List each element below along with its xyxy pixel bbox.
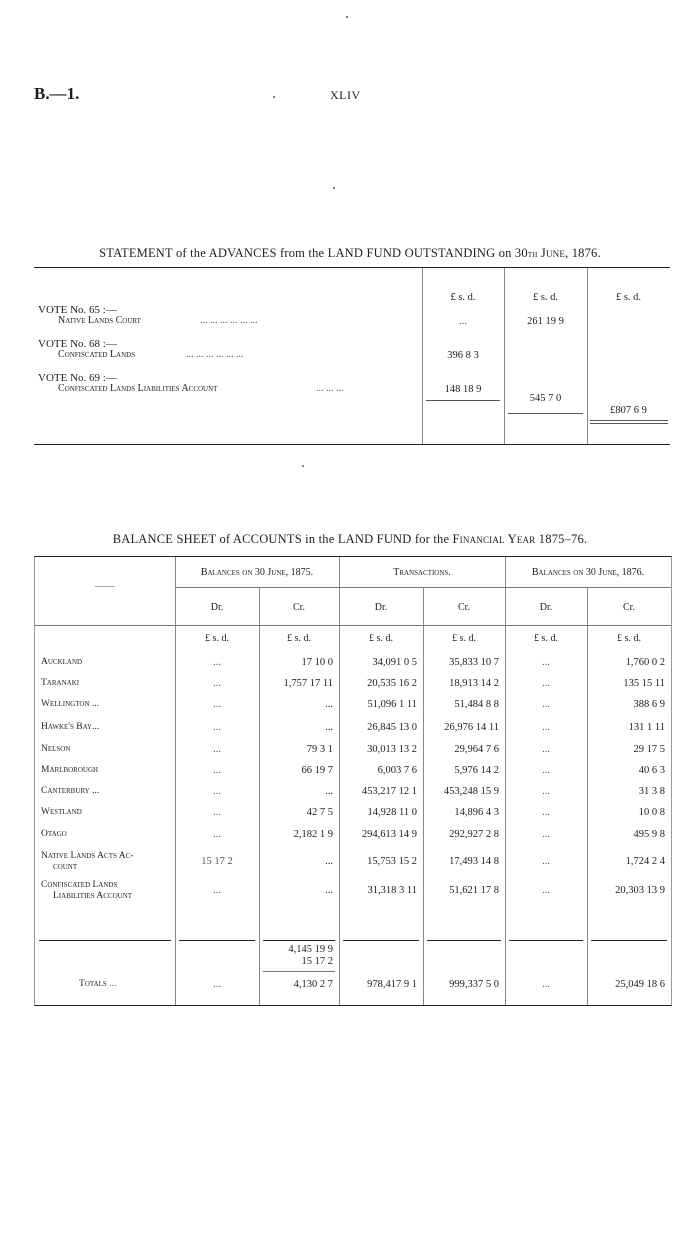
vote-item: Native Lands Court	[58, 315, 141, 326]
cell-c2: 453,248 15 9	[443, 786, 499, 797]
cell-c1: 17 10 0	[301, 657, 333, 668]
row-label: Marlborough	[41, 765, 99, 775]
vote-number: VOTE No. 65 :—	[38, 304, 117, 316]
cell-d2: 51,096 1 11	[367, 699, 417, 710]
cell-c3: 1,760 0 2	[625, 657, 665, 668]
cell-c3: 29 17 5	[633, 744, 665, 755]
cell-c1: ...	[325, 699, 333, 710]
speck	[302, 465, 304, 467]
row-label: Nelson	[41, 744, 71, 754]
cell-d2: 31,318 3 11	[367, 885, 417, 896]
cell-d3: ...	[542, 856, 550, 867]
advances-statement-table	[34, 267, 670, 445]
balance-sheet-title: BALANCE SHEET of ACCOUNTS in the LAND FUND for the Financial Year 1875–76.	[112, 532, 588, 546]
currency-header: £ s. d.	[534, 633, 558, 644]
cell-d3: ...	[542, 885, 550, 896]
column-header: Cr.	[623, 602, 635, 613]
cell-c3: 31 3 8	[638, 786, 665, 797]
column-header: Cr.	[293, 602, 305, 613]
cell-c2: 292,927 2 8	[449, 829, 499, 840]
cell-c1: ...	[325, 786, 333, 797]
cell-d3: ...	[542, 829, 550, 840]
cell-c1: 2,182 1 9	[293, 829, 333, 840]
row-label: Native Lands Acts Ac- count	[41, 851, 134, 872]
leader-dots: ... ... ... ... ... ...	[186, 349, 244, 360]
vote-amount: 261 19 9	[527, 316, 564, 327]
totals-label: Totals ...	[79, 979, 117, 989]
totals-dr-1876: ...	[542, 979, 550, 990]
cell-c1: 42 7 5	[306, 807, 333, 818]
cell-c1: 66 19 7	[301, 765, 333, 776]
cell-c2: 5,976 14 2	[454, 765, 499, 776]
vote-number: VOTE No. 69 :—	[38, 372, 117, 384]
cell-c2: 18,913 14 2	[449, 678, 499, 689]
cell-d2: 20,535 16 2	[367, 678, 417, 689]
cell-d3: ...	[542, 678, 550, 689]
column-header: Dr.	[210, 602, 224, 613]
row-label: Confiscated Lands Liabilities Account	[41, 880, 133, 901]
cell-c2: 51,484 8 8	[454, 699, 499, 710]
speck	[273, 96, 275, 98]
vote-amount: ...	[459, 316, 467, 327]
cell-c2: 51,621 17 8	[449, 885, 499, 896]
vote-item: Confiscated Lands Liabilities Account	[58, 383, 218, 394]
vote-amount: 396 8 3	[447, 350, 479, 361]
cell-d2: 30,013 13 2	[367, 744, 417, 755]
cell-c2: 26,976 14 11	[444, 722, 499, 733]
cell-d1: ...	[213, 885, 221, 896]
stub-dash: ——	[95, 581, 115, 592]
speck	[333, 187, 335, 189]
cell-d1: ...	[213, 657, 221, 668]
cell-d3: ...	[542, 699, 550, 710]
leader-dots: ... ... ... ... ... ...	[200, 315, 258, 326]
cell-d1: ...	[213, 678, 221, 689]
currency-header: £ s. d.	[369, 633, 393, 644]
cell-c1: ...	[325, 722, 333, 733]
subtotal-cr: 4,145 19 9	[288, 944, 333, 955]
group-header: Balances on 30 June, 1875.	[200, 567, 314, 578]
cell-c1: 79 3 1	[306, 744, 333, 755]
row-label: Wellington ...	[41, 699, 99, 709]
cell-d1: ...	[213, 829, 221, 840]
row-label: Hawke's Bay...	[41, 722, 100, 732]
cell-d2: 26,845 13 0	[367, 722, 417, 733]
cell-c1: ...	[325, 885, 333, 896]
cell-d2: 6,003 7 6	[377, 765, 417, 776]
column-header: Cr.	[458, 602, 470, 613]
balance-sheet-table	[34, 556, 672, 1006]
group-header: Transactions.	[393, 567, 451, 578]
cell-d2: 14,928 11 0	[367, 807, 417, 818]
cell-d1: ...	[213, 807, 221, 818]
cell-d1: ...	[213, 722, 221, 733]
currency-header: £ s. d.	[205, 633, 229, 644]
totals-cr-1876: 25,049 18 6	[615, 979, 665, 990]
cell-d2: 294,613 14 9	[361, 829, 417, 840]
column-header: Dr.	[539, 602, 553, 613]
cell-d1: ...	[213, 744, 221, 755]
cell-c1: ...	[325, 856, 333, 867]
totals-dr-1875: ...	[213, 979, 221, 990]
cell-c2: 35,833 10 7	[449, 657, 499, 668]
currency-header: £ s. d.	[450, 292, 476, 303]
cell-c2: 17,493 14 8	[449, 856, 499, 867]
cell-c3: 135 15 11	[623, 678, 665, 689]
cell-c3: 10 0 8	[638, 807, 665, 818]
row-label: Otago	[41, 829, 67, 839]
cell-c3: 20,303 13 9	[615, 885, 665, 896]
totals-dr-transactions: 978,417 9 1	[367, 979, 417, 990]
row-label: Westland	[41, 807, 82, 817]
cell-d1: 15 17 2	[201, 856, 233, 867]
cell-d2: 15,753 15 2	[367, 856, 417, 867]
cell-c3: 40 6 3	[638, 765, 665, 776]
cell-c2: 29,964 7 6	[454, 744, 499, 755]
cell-d1: ...	[213, 786, 221, 797]
currency-header: £ s. d.	[452, 633, 476, 644]
cell-d2: 453,217 12 1	[361, 786, 417, 797]
cell-d1: ...	[213, 699, 221, 710]
cell-c3: 388 6 9	[633, 699, 665, 710]
cell-c3: 495 9 8	[633, 829, 665, 840]
cell-c3: 131 1 11	[628, 722, 665, 733]
row-label: Taranaki	[41, 678, 80, 688]
statement-total: £807 6 9	[610, 405, 647, 416]
vote-item: Confiscated Lands	[58, 349, 136, 360]
cell-c3: 1,724 2 4	[625, 856, 665, 867]
cell-d2: 34,091 0 5	[372, 657, 417, 668]
cell-c1: 1,757 17 11	[283, 678, 333, 689]
vote-number: VOTE No. 68 :—	[38, 338, 117, 350]
cell-d3: ...	[542, 657, 550, 668]
totals-cr-transactions: 999,337 5 0	[449, 979, 499, 990]
currency-header: £ s. d.	[617, 633, 641, 644]
currency-header: £ s. d.	[532, 292, 559, 303]
leader-dots: ... ... ...	[316, 383, 344, 394]
cell-d3: ...	[542, 744, 550, 755]
cell-d3: ...	[542, 786, 550, 797]
page-number: XLIV	[330, 88, 361, 102]
cell-d3: ...	[542, 722, 550, 733]
totals-cr-1875: 4,130 2 7	[293, 979, 333, 990]
statement-subtotal: 545 7 0	[529, 393, 562, 404]
vote-amount: 148 18 9	[444, 384, 482, 395]
currency-header: £ s. d.	[615, 292, 642, 303]
subtotal-dr-deduct: 15 17 2	[301, 956, 333, 967]
group-header: Balances on 30 June, 1876.	[531, 567, 645, 578]
speck	[346, 16, 348, 18]
row-label: Canterbury ...	[41, 786, 100, 796]
cell-d3: ...	[542, 765, 550, 776]
statement-title: STATEMENT of the ADVANCES from the LAND FUND OUTSTANDING on 30th June, 1876.	[99, 246, 601, 260]
cell-c2: 14,896 4 3	[454, 807, 499, 818]
currency-header: £ s. d.	[287, 633, 311, 644]
document-code: B.—1.	[34, 84, 80, 103]
row-label: Auckland	[41, 657, 83, 667]
cell-d3: ...	[542, 807, 550, 818]
cell-d1: ...	[213, 765, 221, 776]
column-header: Dr.	[374, 602, 388, 613]
